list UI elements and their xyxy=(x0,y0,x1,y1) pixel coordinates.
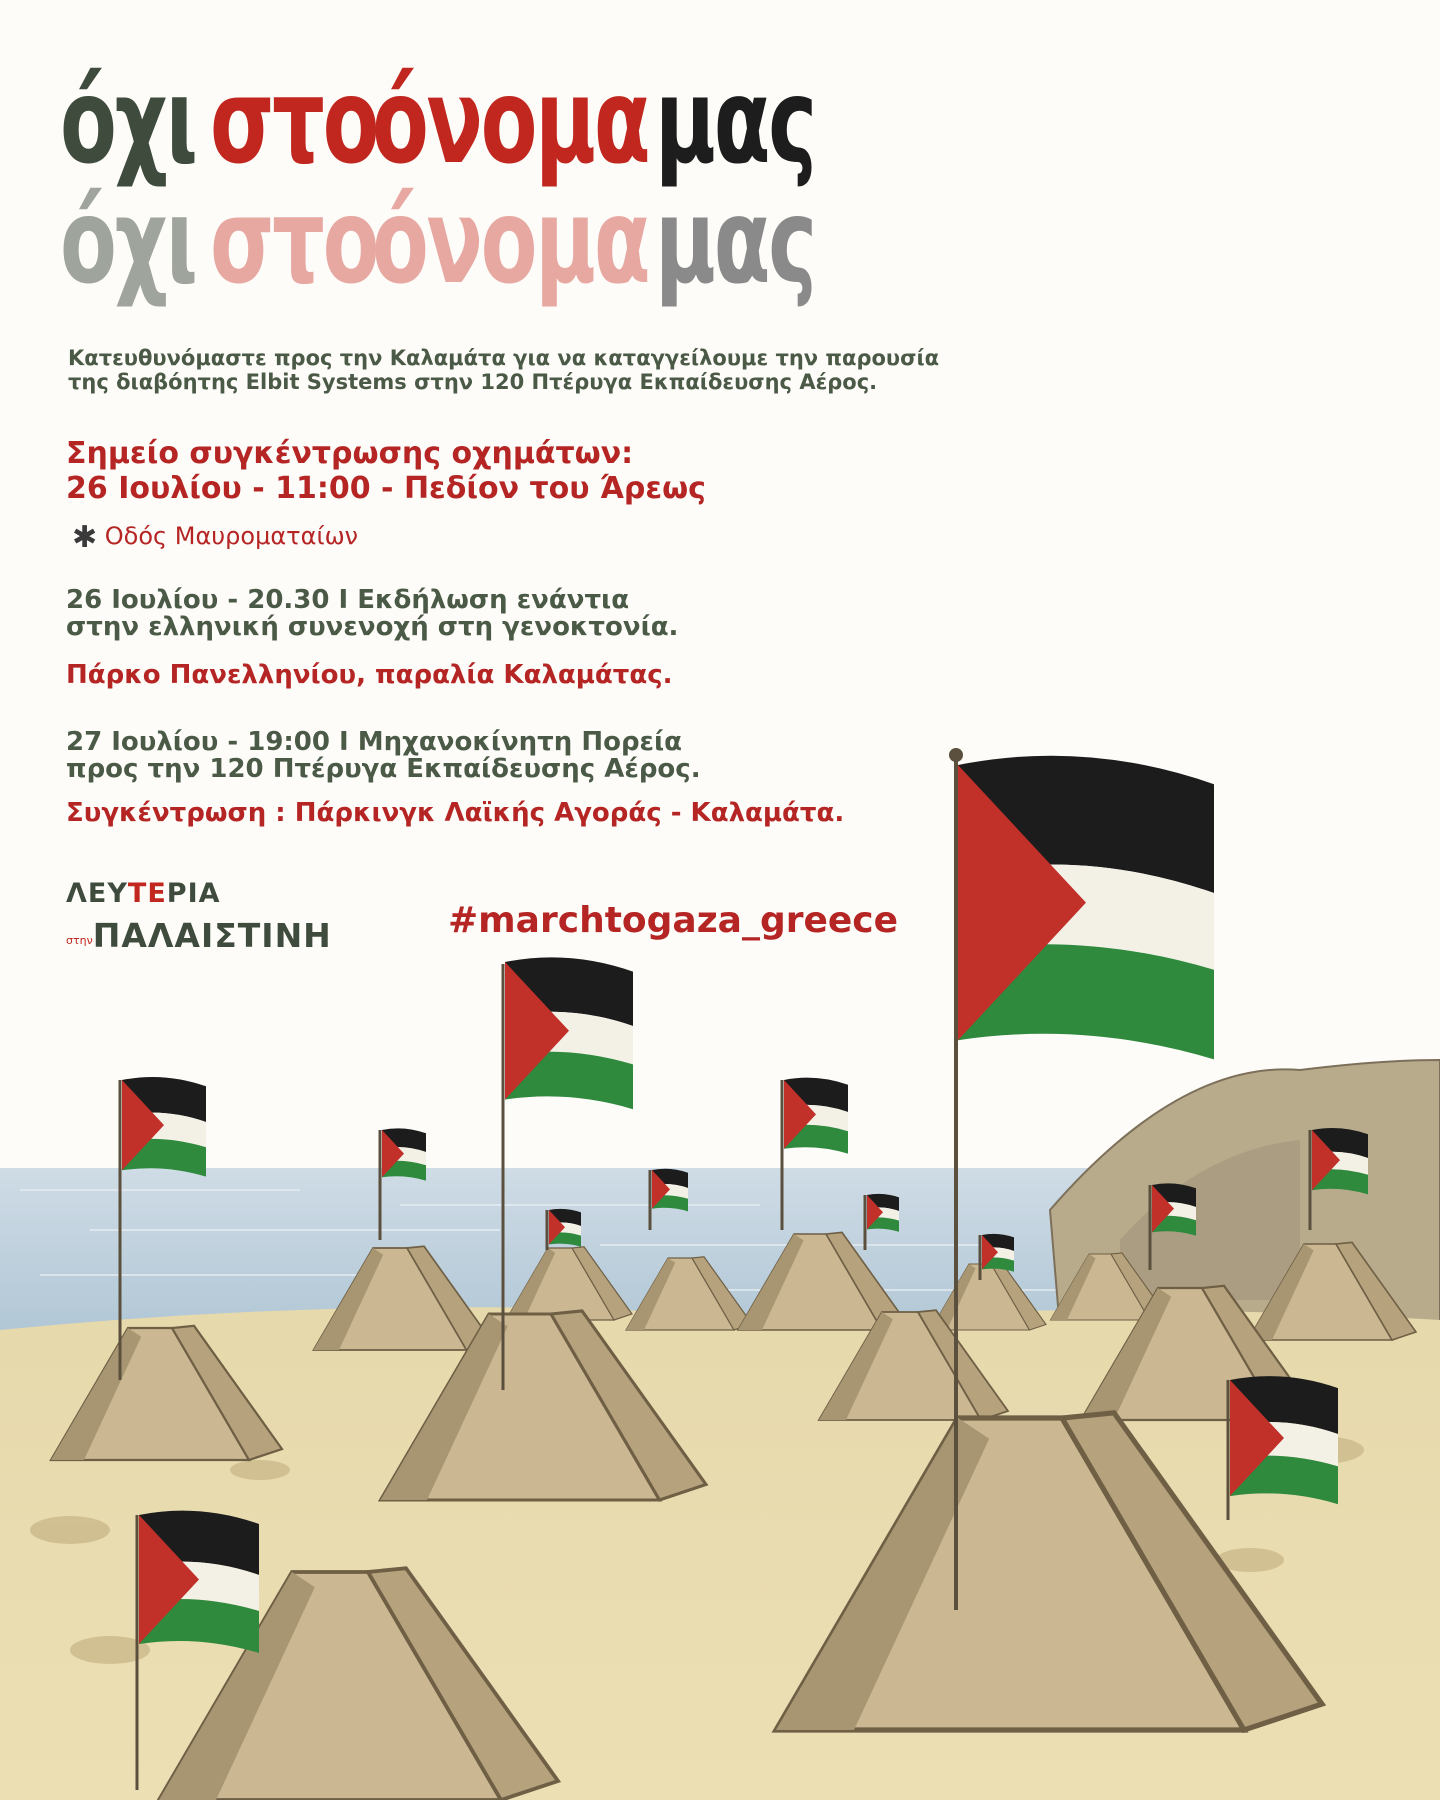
asterisk-icon: ✱ xyxy=(72,520,98,555)
title-shadow-word-3: όνομα xyxy=(372,172,649,310)
logo-small: στην xyxy=(66,934,93,947)
event-2 xyxy=(66,587,678,642)
title-word-2: στο xyxy=(210,52,378,190)
event-3 xyxy=(66,729,701,784)
logo-part-b: ΤΕ xyxy=(127,878,167,909)
hashtag: #marchtogaza_greece xyxy=(448,900,899,941)
gathering-block xyxy=(66,436,706,507)
gathering-street xyxy=(72,520,358,555)
intro-line-2: της διαβόητης Elbit Systems στην 120 Πτέρυγα Εκπαίδευσης Αέρος. xyxy=(68,370,878,395)
logo-part-c: ΡΙΑ xyxy=(166,878,221,909)
event-2-line-2: στην ελληνική συνενοχή στη γενοκτονία. xyxy=(66,612,679,643)
title-shadow-word-2: στο xyxy=(210,172,378,310)
event-2-line-1: 26 Ιουλίου - 20.30 Ι Εκδήλωση ενάντια xyxy=(66,585,630,615)
title-word-3: όνομα xyxy=(372,52,649,190)
gathering-street-label: Οδός Μαυροματαίων xyxy=(104,522,359,550)
event-3-line-2: προς την 120 Πτέρυγα Εκπαίδευσης Αέρος. xyxy=(66,754,701,785)
logo-line-1 xyxy=(66,878,221,909)
event-3-place: Συγκέντρωση : Πάρκινγκ Λαϊκής Αγοράς - Καλαμάτα. xyxy=(66,798,845,828)
gathering-datetime: 26 Ιουλίου - 11:00 - Πεδίον του Άρεως xyxy=(66,471,706,507)
logo-part-a: ΛΕΥ xyxy=(66,878,128,909)
logo-palestine: ΠΑΛΑΙΣΤΙΝΗ xyxy=(92,916,332,955)
intro-line-1: Κατευθυνόμαστε προς την Καλαμάτα για να καταγγείλουμε την παρουσία xyxy=(68,346,940,370)
title-shadow-word-4: μας xyxy=(655,172,815,310)
event-3-line-1: 27 Ιουλίου - 19:00 Ι Μηχανοκίνητη Πορεία xyxy=(66,727,683,757)
title-word-4: μας xyxy=(655,52,815,190)
title-word-1: όχι xyxy=(60,52,196,190)
title-shadow-word-1: όχι xyxy=(60,172,196,310)
logo-line-2 xyxy=(66,916,332,955)
event-2-place: Πάρκο Πανελληνίου, παραλία Καλαμάτας. xyxy=(66,660,673,690)
gathering-heading: Σημείο συγκέντρωσης οχημάτων: xyxy=(66,436,634,471)
intro-text xyxy=(68,346,1048,394)
